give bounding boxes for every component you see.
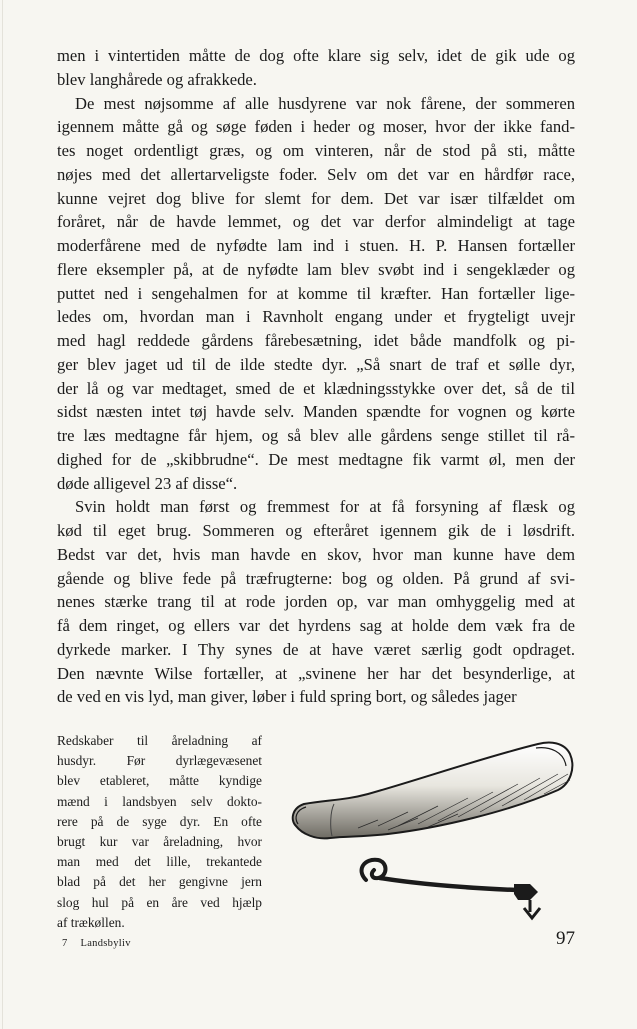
bloodletting-tools-illustration — [268, 708, 588, 938]
body-line: tre læs medtagne får hjem, og så blev alle gårdens senge stillet til rå- — [57, 426, 575, 445]
fleam-icon — [362, 860, 540, 918]
signature-number: 7 — [62, 938, 68, 949]
body-line: Bedst var det, hvis man havde en skov, hvor man kunne have dem — [57, 544, 575, 564]
caption-line: rere på de syge dyr. En ofte — [57, 813, 262, 829]
body-line: med hagl reddede gårdens fårebesætning, idet både mandfolk og pi- — [57, 331, 575, 350]
body-line: ledes om, hvordan man i Ravnholt engang under et frygteligt uvejr — [57, 307, 575, 327]
body-line: flere eksempler på, at de nyfødte lam blev svøbt ind i sengeklæder og — [57, 259, 575, 279]
body-line: der lå og var medtaget, smed de et klædningsstykke over det, så de til — [57, 378, 575, 398]
body-line: igennem måtte gå og søge føden i heder og moser, hvor der ikke fand- — [57, 117, 575, 137]
body-line: gående og blive fede på træfrugterne: bog og olden. På grund af svi- — [57, 568, 575, 588]
body-line: tes noget ordentligt græs, og om vinteren, når de stod på sti, måtte — [57, 141, 575, 160]
body-line: men i vintertiden måtte de dog ofte klare sig selv, idet de gik ude og — [57, 46, 575, 65]
body-line: nenes stærke trang til at rode jorden op, var man omhyggelig med at — [57, 592, 575, 612]
printer-signature — [62, 938, 131, 949]
body-text — [57, 44, 575, 709]
signature-title: Landsbyliv — [80, 938, 131, 949]
caption-line: blad på det her gengivne jern — [57, 874, 262, 890]
body-line: døde alligevel 23 af disse“. — [57, 473, 238, 493]
caption-line: blev etableret, måtte kyndige — [57, 773, 262, 789]
body-line: kød til eget brug. Sommeren og efteråret igennem gik de i løsdrift. — [57, 521, 575, 540]
body-line: blev langhårede og afrakkede. — [57, 69, 257, 89]
page-edge — [2, 0, 3, 1029]
mallet-icon — [293, 743, 573, 839]
body-line: dyrkede marker. I Thy synes de at have været særlig godt opdraget. — [57, 639, 575, 659]
body-line: kunne vejret dog blive for slemt for dem. Det var især tilfældet om — [57, 188, 575, 208]
caption-line: mænd i landsbyen selv dokto- — [57, 793, 262, 809]
body-line: puttet ned i sengehalmen for at komme til kræfter. Han fortæller lige- — [57, 283, 575, 303]
body-line: moderfårene med de nyfødte lam ind i stuen. H. P. Hansen fortæller — [57, 236, 575, 255]
figure-caption — [57, 731, 262, 933]
caption-line: Redskaber til åreladning af — [57, 733, 262, 748]
caption-line: slog hul på en åre ved hjælp — [57, 894, 262, 910]
body-line: ger blev jaget ud til de ilde stedte dyr. „Så snart de traf et sølle dyr, — [57, 354, 575, 374]
caption-line: af trækøllen. — [57, 914, 125, 930]
body-line: få dem ringet, og ellers var det hyrdens sag at holde dem væk fra de — [57, 616, 575, 635]
body-line: dighed for de „skibbrudne“. De mest medtagne fik varmt øl, men der — [57, 449, 575, 469]
caption-line: man med det lille, trekantede — [57, 854, 262, 870]
body-line: nøjes med det allertarveligste foder. Selv om det var en hårdfør race, — [57, 164, 575, 184]
caption-line: brugt kur var åreladning, hvor — [57, 833, 262, 849]
body-line: Svin holdt man først og fremmest for at få forsyning af flæsk og — [75, 497, 575, 517]
body-line: De mest nøjsomme af alle husdyrene var nok fårene, der sommeren — [75, 93, 575, 113]
body-line: sidst næsten intet tøj havde selv. Manden spændte for vognen og kørte — [57, 402, 575, 422]
body-line: de ved en vis lyd, man giver, løber i fuld spring bort, og således jager — [57, 687, 517, 707]
body-line: Den nævnte Wilse fortæller, at „svinene her har det besynderlige, at — [57, 663, 575, 683]
page-number: 97 — [556, 928, 575, 949]
caption-line: husdyr. Før dyrlægevæsenet — [57, 753, 262, 769]
body-line: foråret, når de havde lemmet, og det var derfor almindeligt at tage — [57, 212, 575, 232]
